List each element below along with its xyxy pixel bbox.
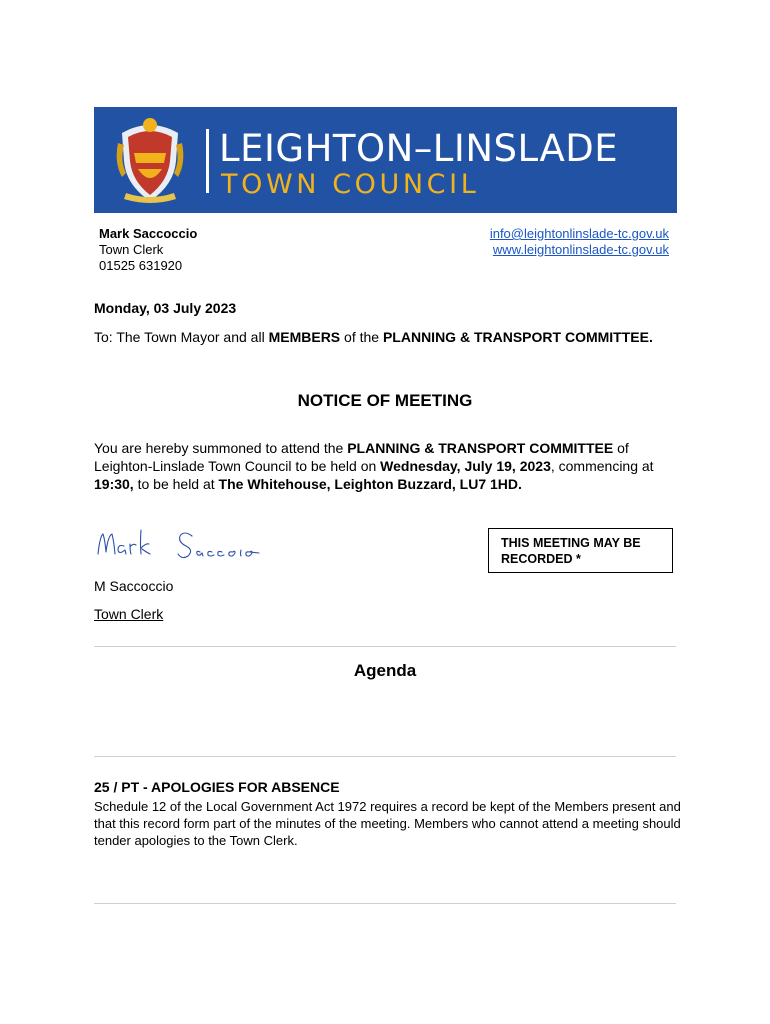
sender-details [99,226,197,274]
sender-role: Town Clerk [99,242,164,257]
letter-date: Monday, 03 July 2023 [94,300,237,316]
summons-text [94,439,684,493]
handwritten-signature-icon [94,522,264,566]
section-divider [94,646,676,647]
summons-part3: , commencing at [550,458,654,474]
agenda-item-title: 25 / PT - APOLOGIES FOR ABSENCE [94,779,340,795]
recipients-prefix: To: The Town Mayor and all [94,329,269,345]
meeting-time: 19:30, [94,476,134,492]
signoff-name: M Saccoccio [94,578,174,594]
sender-phone: 01525 631920 [99,258,183,273]
sender-name: Mark Saccoccio [99,226,198,241]
council-subtitle: TOWN COUNCIL [221,169,480,200]
recipients-of: of the [340,329,383,345]
summons-part4: to be held at [133,476,219,492]
recipients-members: MEMBERS [268,329,341,345]
meeting-date: Wednesday, July 19, 2023 [380,458,551,474]
summons-part1: You are hereby summoned to attend the [94,440,348,456]
council-name: LEIGHTON–LINSLADE [219,127,619,170]
website-link[interactable]: www.leightonlinslade-tc.gov.uk [492,242,669,257]
section-divider [94,756,676,757]
recipients [94,328,674,346]
email-link[interactable]: info@leightonlinslade-tc.gov.uk [489,226,669,241]
section-divider [94,903,676,904]
summons-committee: PLANNING & TRANSPORT COMMITTEE [347,440,614,456]
notice-title: NOTICE OF MEETING [297,391,473,410]
council-crest-icon [114,113,186,207]
meeting-venue: The Whitehouse, Leighton Buzzard, LU7 1HD. [218,476,522,492]
banner-divider [206,129,209,193]
recording-notice: THIS MEETING MAY BE RECORDED * [488,528,673,573]
summons-part2: of Leighton-Linslade Town Council to be held on [94,440,629,474]
council-banner [94,107,677,213]
agenda-heading: Agenda [353,661,417,680]
signoff-role: Town Clerk [94,606,164,622]
council-links [490,226,669,258]
agenda-item-body: Schedule 12 of the Local Government Act 1972 requires a record be kept of the Members present and that this record form part of the minutes of the meeting. Members who cannot attend a meeting should tender apologies to the Town Clerk. [94,799,681,848]
recipients-committee: PLANNING & TRANSPORT COMMITTEE. [382,329,653,345]
